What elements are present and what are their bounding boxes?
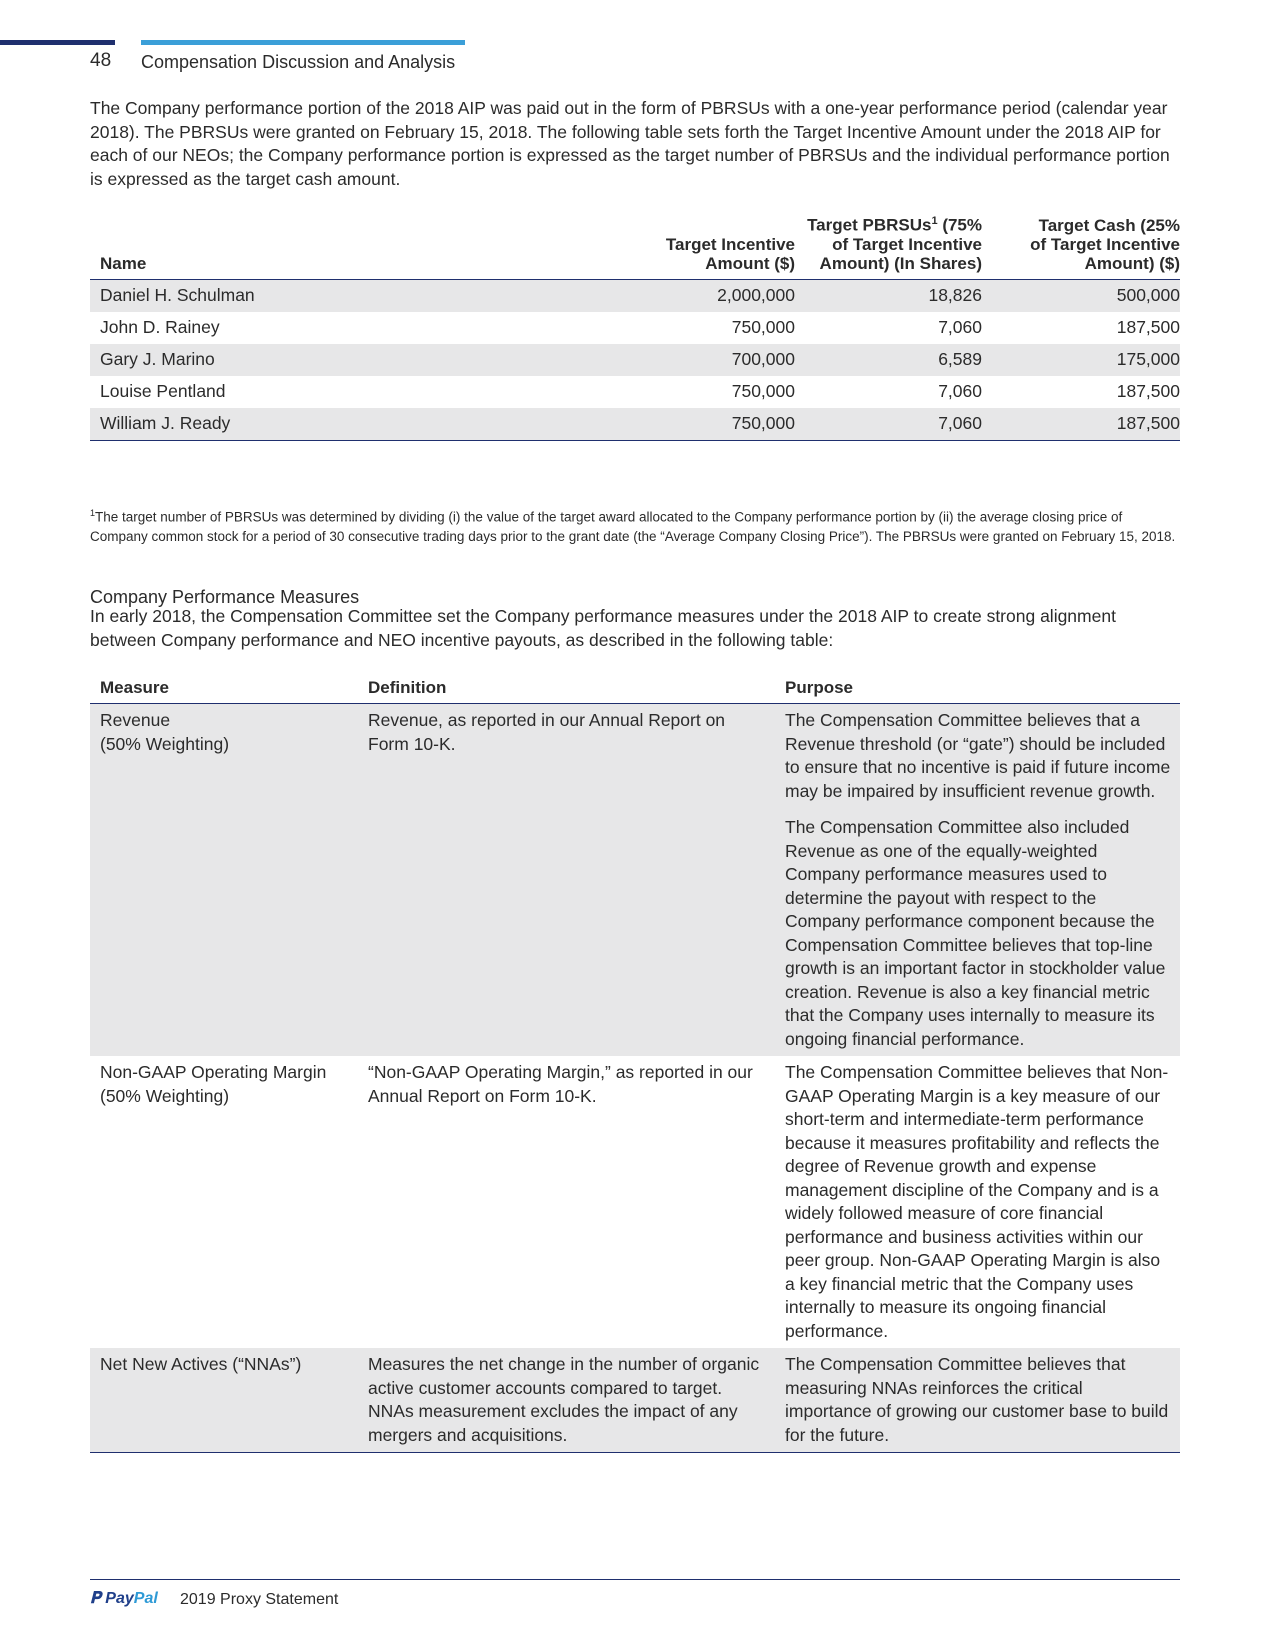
col-header-target-pbrsus: Target PBRSUs$^1$ (75% of Target Incentive Amount) (In Shares): [795, 212, 982, 279]
target-incentive-table: [90, 212, 1180, 441]
row-target-cash: 187,500: [1116, 381, 1180, 402]
footnote-marker: 1: [931, 215, 938, 227]
row-name: Louise Pentland: [100, 381, 226, 402]
measure-weighting: (50% Weighting): [100, 1085, 230, 1106]
row-target-cash: 500,000: [982, 279, 1180, 312]
row-name: Gary J. Marino: [90, 344, 610, 376]
row-name: William J. Ready: [90, 408, 610, 441]
footnote-text: The target number of PBRSUs was determined by dividing (i) the value of the target award allocated to the Company performance portion by (ii) the average closing price of Company common stock for a period of 30 consecutive trading days prior to the grant date (the “Average Company Closing Price”). The PBRSUs were granted on February 15, 2018.: [90, 509, 1176, 544]
table-header-row: [90, 212, 1180, 279]
row-target-pbrsus: 6,589: [795, 344, 982, 376]
paypal-logo: 𝐏 PayPal: [90, 1590, 158, 1607]
row-target-amount: 750,000: [610, 408, 795, 441]
purpose-paragraph: The Compensation Committee believes that a Revenue threshold (or “gate”) should be included to ensure that no incentive is paid if future income may be impaired by insufficient revenue growth.: [785, 710, 1171, 801]
table-row: [90, 1056, 1180, 1348]
row-target-cash: 187,500: [1116, 317, 1180, 338]
col-header-purpose: Purpose: [775, 678, 1180, 704]
purpose-cell: [775, 1348, 1180, 1453]
definition-cell: Measures the net change in the number of organic active customer accounts compared to target. NNAs measurement excludes the impact of any mergers and acquisitions.: [358, 1348, 775, 1453]
table-row: [90, 312, 1180, 344]
row-target-amount: 750,000: [731, 317, 795, 338]
purpose-cell: [775, 704, 1180, 1057]
row-target-amount: 700,000: [610, 344, 795, 376]
measure-cell: [90, 1056, 358, 1348]
table-row: [90, 344, 1180, 376]
row-target-amount: 750,000: [731, 381, 795, 402]
col-header-measure: Measure: [90, 678, 358, 704]
table-footnote: [90, 504, 1180, 546]
intro-paragraph: The Company performance portion of the 2018 AIP was paid out in the form of PBRSUs with a one-year performance period (calendar year 2018). The PBRSUs were granted on February 15, 2018. The following table sets forth the Target Incentive Amount under the 2018 AIP for each of our NEOs; the Company performance portion is expressed as the target number of PBRSUs and the individual performance portion is expressed as the target cash amount.: [90, 98, 1170, 189]
measure-name: Net New Actives (“NNAs”): [100, 1354, 302, 1374]
performance-measures-intro: In early 2018, the Compensation Committee set the Company performance measures under the 2018 AIP to create strong alignment between Company performance and NEO incentive payouts, as described in the following table:: [90, 606, 1116, 650]
purpose-cell: [775, 1056, 1180, 1348]
performance-measures-table: [90, 678, 1180, 1453]
table-row: [90, 408, 1180, 441]
table-row: [90, 1348, 1180, 1453]
measure-weighting: (50% Weighting): [100, 733, 230, 754]
row-target-cash: 187,500: [982, 408, 1180, 441]
row-name: John D. Rainey: [100, 317, 220, 338]
footer-text: 2019 Proxy Statement: [180, 1591, 339, 1608]
table-row: [90, 376, 1180, 408]
table-row: [90, 279, 1180, 312]
row-target-pbrsus: 7,060: [938, 381, 982, 402]
definition-cell: Revenue, as reported in our Annual Report on Form 10-K.: [358, 704, 775, 1057]
header-accent-bar-light: [141, 40, 465, 45]
purpose-paragraph: The Compensation Committee believes that Non-GAAP Operating Margin is a key measure of our short-term and intermediate-term performance because it measures profitability and reflects the degree of Revenue growth and expense management discipline of the Company and is a widely followed measure of core financial performance and business activities within our peer group. Non-GAAP Operating Margin is also a key financial metric that the Company uses internally to measure its ongoing financial performance.: [785, 1062, 1169, 1341]
definition-cell: “Non-GAAP Operating Margin,” as reported in our Annual Report on Form 10-K.: [368, 1062, 753, 1106]
purpose-paragraph: The Compensation Committee also included Revenue as one of the equally-weighted Company performance measures used to determine the payout with respect to the Company performance component because the Compensation Committee believes that top-line growth is an important factor in stockholder value creation. Revenue is also a key financial metric that the Company uses internally to measure its ongoing financial performance.: [785, 817, 1166, 1049]
row-target-pbrsus: 7,060: [795, 408, 982, 441]
header-accent-bar-dark: [0, 40, 115, 45]
row-target-pbrsus: 18,826: [795, 279, 982, 312]
row-target-cash: 175,000: [982, 344, 1180, 376]
section-title: Compensation Discussion and Analysis: [141, 52, 456, 72]
row-target-amount: 2,000,000: [610, 279, 795, 312]
measure-cell: [90, 1348, 358, 1453]
row-target-pbrsus: 7,060: [938, 317, 982, 338]
purpose-paragraph: The Compensation Committee believes that measuring NNAs reinforces the critical importance of growing our customer base to build for the future.: [785, 1354, 1169, 1445]
footnote-marker: 1: [90, 508, 96, 518]
page-number: 48: [90, 50, 112, 71]
col-header-target-cash: Target Cash (25% of Target Incentive Amount) ($): [982, 212, 1180, 279]
col-header-definition: Definition: [358, 678, 775, 704]
col-header-name: Name: [90, 212, 610, 279]
measure-name: Revenue: [100, 710, 171, 730]
table-row: [90, 704, 1180, 1057]
footer-rule: [90, 1579, 1180, 1580]
row-name: Daniel H. Schulman: [90, 279, 610, 312]
col-header-target-amount: Target Incentive Amount ($): [610, 212, 795, 279]
measure-name: Non-GAAP Operating Margin: [100, 1062, 327, 1082]
measure-cell: [90, 704, 358, 1057]
table-header-row: [90, 678, 1180, 704]
paypal-p-icon: 𝐏: [90, 1590, 101, 1607]
performance-measures-heading: Company Performance Measures: [90, 587, 360, 607]
